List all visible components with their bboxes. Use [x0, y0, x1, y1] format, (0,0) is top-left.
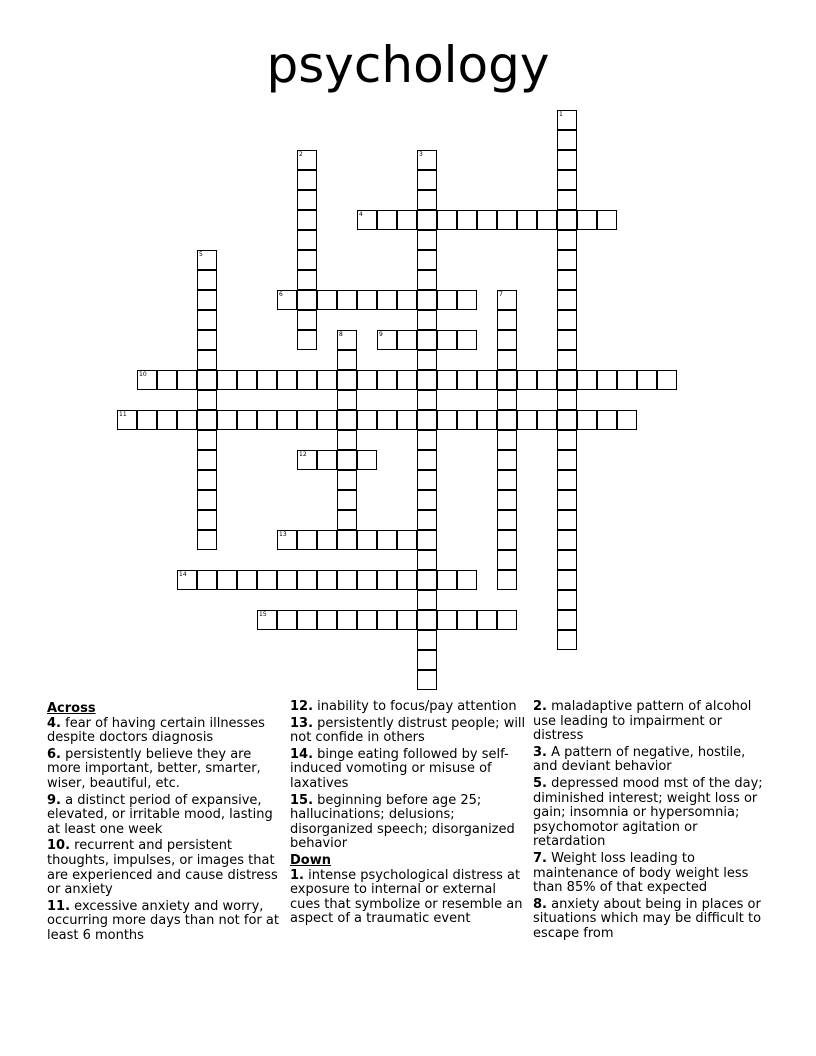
grid-cell[interactable] — [237, 370, 257, 390]
down-clue-1 — [290, 869, 526, 927]
grid-cell[interactable] — [417, 190, 437, 210]
grid-cell[interactable] — [437, 610, 457, 630]
grid-cell[interactable] — [557, 510, 577, 530]
grid-cell[interactable] — [377, 410, 397, 430]
grid-cell[interactable] — [417, 550, 437, 570]
grid-cell[interactable] — [397, 330, 417, 350]
clue-text: a distinct period of expansive, elevated, or irritable mood, lasting at least one week — [47, 792, 273, 837]
grid-cell[interactable] — [417, 230, 437, 250]
grid-cell[interactable] — [417, 290, 437, 310]
grid-cell[interactable] — [317, 530, 337, 550]
grid-cell[interactable] — [557, 230, 577, 250]
grid-cell[interactable] — [497, 550, 517, 570]
grid-cell[interactable] — [417, 310, 437, 330]
grid-cell[interactable] — [457, 330, 477, 350]
grid-cell[interactable] — [177, 370, 197, 390]
grid-cell[interactable] — [557, 370, 577, 390]
across-clue-11 — [47, 900, 283, 944]
across-clue-10 — [47, 839, 283, 897]
grid-cell[interactable] — [457, 370, 477, 390]
grid-cell[interactable] — [657, 370, 677, 390]
clue-text: persistently believe they are more important, better, smarter, wiser, beautiful, etc. — [47, 746, 261, 791]
grid-cell[interactable] — [497, 530, 517, 550]
grid-cell[interactable] — [477, 410, 497, 430]
grid-cell[interactable] — [297, 450, 317, 470]
clue-number-label: 13 — [279, 531, 287, 538]
grid-cell[interactable] — [317, 290, 337, 310]
grid-cell[interactable] — [577, 370, 597, 390]
grid-cell[interactable] — [597, 210, 617, 230]
grid-cell[interactable] — [197, 490, 217, 510]
grid-cell[interactable] — [497, 390, 517, 410]
grid-cell[interactable] — [357, 610, 377, 630]
grid-cell[interactable] — [477, 610, 497, 630]
clues-column-2 — [290, 700, 526, 929]
grid-cell[interactable] — [617, 410, 637, 430]
grid-cell[interactable] — [337, 350, 357, 370]
clue-text: binge eating followed by self-induced vomoting or misuse of laxatives — [290, 746, 509, 791]
clue-number-label: 4 — [359, 211, 363, 218]
grid-cell[interactable] — [297, 330, 317, 350]
clue-number: 1. — [290, 867, 304, 883]
grid-cell[interactable] — [437, 290, 457, 310]
grid-cell[interactable] — [337, 450, 357, 470]
grid-cell[interactable] — [557, 470, 577, 490]
grid-cell[interactable] — [417, 490, 437, 510]
grid-cell[interactable] — [197, 250, 217, 270]
down-clue-8 — [533, 898, 769, 942]
grid-cell[interactable] — [557, 390, 577, 410]
grid-cell[interactable] — [357, 450, 377, 470]
grid-cell[interactable] — [437, 570, 457, 590]
grid-cell[interactable] — [417, 530, 437, 550]
grid-cell[interactable] — [297, 410, 317, 430]
grid-cell[interactable] — [497, 310, 517, 330]
grid-cell[interactable] — [197, 470, 217, 490]
across-clue-13 — [290, 717, 526, 746]
grid-cell[interactable] — [377, 370, 397, 390]
grid-cell[interactable] — [417, 270, 437, 290]
across-heading: Across — [47, 701, 96, 716]
grid-cell[interactable] — [517, 410, 537, 430]
grid-cell[interactable] — [377, 330, 397, 350]
grid-cell[interactable] — [297, 170, 317, 190]
clue-text: fear of having certain illnesses despite doctors diagnosis — [47, 715, 265, 746]
grid-cell[interactable] — [257, 610, 277, 630]
grid-cell[interactable] — [417, 610, 437, 630]
clue-number: 15. — [290, 792, 314, 808]
grid-cell[interactable] — [197, 270, 217, 290]
grid-cell[interactable] — [397, 210, 417, 230]
grid-cell[interactable] — [117, 410, 137, 430]
across-clue-9 — [47, 794, 283, 838]
grid-cell[interactable] — [337, 570, 357, 590]
grid-cell[interactable] — [417, 630, 437, 650]
grid-cell[interactable] — [497, 370, 517, 390]
grid-cell[interactable] — [237, 570, 257, 590]
grid-cell[interactable] — [357, 290, 377, 310]
grid-cell[interactable] — [357, 410, 377, 430]
clues-column-3 — [533, 700, 769, 944]
grid-cell[interactable] — [497, 510, 517, 530]
grid-cell[interactable] — [437, 210, 457, 230]
grid-cell[interactable] — [197, 510, 217, 530]
grid-cell[interactable] — [437, 410, 457, 430]
clue-text: inability to focus/pay attention — [317, 699, 517, 714]
grid-cell[interactable] — [197, 410, 217, 430]
clue-number: 4. — [47, 715, 61, 731]
grid-cell[interactable] — [497, 470, 517, 490]
grid-cell[interactable] — [557, 170, 577, 190]
grid-cell[interactable] — [557, 430, 577, 450]
clue-number-label: 1 — [559, 111, 563, 118]
grid-cell[interactable] — [417, 670, 437, 690]
clue-number-label: 11 — [119, 411, 127, 418]
grid-cell[interactable] — [497, 290, 517, 310]
grid-cell[interactable] — [397, 610, 417, 630]
grid-cell[interactable] — [177, 570, 197, 590]
clue-number-label: 12 — [299, 451, 307, 458]
across-clue-15 — [290, 794, 526, 852]
grid-cell[interactable] — [557, 550, 577, 570]
grid-cell[interactable] — [257, 370, 277, 390]
grid-cell[interactable] — [317, 610, 337, 630]
clue-number: 9. — [47, 792, 61, 808]
grid-cell[interactable] — [557, 190, 577, 210]
grid-cell[interactable] — [397, 370, 417, 390]
grid-cell[interactable] — [417, 570, 437, 590]
grid-cell[interactable] — [497, 410, 517, 430]
grid-cell[interactable] — [137, 410, 157, 430]
grid-cell[interactable] — [457, 290, 477, 310]
grid-cell[interactable] — [637, 370, 657, 390]
clue-number-label: 10 — [139, 371, 147, 378]
grid-cell[interactable] — [417, 590, 437, 610]
grid-cell[interactable] — [277, 370, 297, 390]
grid-cell[interactable] — [417, 250, 437, 270]
grid-cell[interactable] — [417, 430, 437, 450]
clue-number-label: 2 — [299, 151, 303, 158]
puzzle-title: psychology — [266, 36, 550, 94]
grid-cell[interactable] — [417, 170, 437, 190]
grid-cell[interactable] — [317, 570, 337, 590]
grid-cell[interactable] — [497, 610, 517, 630]
grid-cell[interactable] — [537, 210, 557, 230]
grid-cell[interactable] — [297, 610, 317, 630]
grid-cell[interactable] — [557, 290, 577, 310]
grid-cell[interactable] — [477, 370, 497, 390]
grid-cell[interactable] — [417, 450, 437, 470]
grid-cell[interactable] — [297, 250, 317, 270]
clue-text: depressed mood mst of the day; diminished interest; weight loss or gain; insomnia or hypersomnia; psychomotor agitation or retardation — [533, 775, 763, 850]
clue-text: beginning before age 25; hallucinations; delusions; disorganized speech; disorganized behavior — [290, 792, 515, 852]
grid-cell[interactable] — [557, 610, 577, 630]
grid-cell[interactable] — [317, 410, 337, 430]
grid-cell[interactable] — [157, 370, 177, 390]
grid-cell[interactable] — [437, 330, 457, 350]
grid-cell[interactable] — [297, 270, 317, 290]
grid-cell[interactable] — [297, 230, 317, 250]
clue-text: anxiety about being in places or situations which may be difficult to escape from — [533, 896, 762, 941]
down-clue-5 — [533, 777, 769, 850]
clue-number: 5. — [533, 775, 547, 791]
grid-cell[interactable] — [317, 370, 337, 390]
grid-cell[interactable] — [417, 390, 437, 410]
clue-number: 8. — [533, 896, 547, 912]
across-clue-4 — [47, 717, 283, 746]
grid-cell[interactable] — [337, 410, 357, 430]
grid-cell[interactable] — [297, 530, 317, 550]
grid-cell[interactable] — [337, 510, 357, 530]
grid-cell[interactable] — [197, 350, 217, 370]
grid-cell[interactable] — [497, 210, 517, 230]
grid-cell[interactable] — [417, 470, 437, 490]
clues-column-1 — [47, 700, 283, 946]
grid-cell[interactable] — [297, 570, 317, 590]
grid-cell[interactable] — [337, 490, 357, 510]
grid-cell[interactable] — [617, 370, 637, 390]
grid-cell[interactable] — [577, 410, 597, 430]
grid-cell[interactable] — [557, 590, 577, 610]
clue-number: 7. — [533, 850, 547, 866]
grid-cell[interactable] — [557, 530, 577, 550]
grid-cell[interactable] — [397, 290, 417, 310]
grid-cell[interactable] — [497, 570, 517, 590]
down-clue-3 — [533, 746, 769, 775]
grid-cell[interactable] — [377, 610, 397, 630]
grid-cell[interactable] — [257, 570, 277, 590]
clue-number-label: 8 — [339, 331, 343, 338]
grid-cell[interactable] — [197, 530, 217, 550]
grid-cell[interactable] — [497, 350, 517, 370]
grid-cell[interactable] — [197, 330, 217, 350]
grid-cell[interactable] — [537, 410, 557, 430]
grid-cell[interactable] — [217, 570, 237, 590]
grid-cell[interactable] — [497, 430, 517, 450]
grid-cell[interactable] — [217, 370, 237, 390]
grid-cell[interactable] — [377, 530, 397, 550]
grid-cell[interactable] — [457, 570, 477, 590]
grid-cell[interactable] — [557, 490, 577, 510]
grid-cell[interactable] — [557, 210, 577, 230]
grid-cell[interactable] — [397, 530, 417, 550]
grid-cell[interactable] — [357, 530, 377, 550]
grid-cell[interactable] — [397, 570, 417, 590]
grid-cell[interactable] — [377, 570, 397, 590]
grid-cell[interactable] — [177, 410, 197, 430]
grid-cell[interactable] — [437, 370, 457, 390]
grid-cell[interactable] — [337, 470, 357, 490]
clue-number-label: 3 — [419, 151, 423, 158]
across-clue-14 — [290, 748, 526, 792]
grid-cell[interactable] — [597, 370, 617, 390]
grid-cell[interactable] — [497, 490, 517, 510]
grid-cell[interactable] — [557, 330, 577, 350]
clue-number: 12. — [290, 699, 314, 714]
grid-cell[interactable] — [557, 110, 577, 130]
grid-cell[interactable] — [197, 570, 217, 590]
grid-cell[interactable] — [157, 410, 177, 430]
grid-cell[interactable] — [297, 290, 317, 310]
grid-cell[interactable] — [297, 310, 317, 330]
grid-cell[interactable] — [137, 370, 157, 390]
grid-cell[interactable] — [197, 450, 217, 470]
grid-cell[interactable] — [417, 370, 437, 390]
clue-number: 14. — [290, 746, 314, 762]
grid-cell[interactable] — [377, 290, 397, 310]
grid-cell[interactable] — [337, 390, 357, 410]
grid-cell[interactable] — [457, 610, 477, 630]
clue-text: persistently distrust people; will not confide in others — [290, 715, 526, 746]
grid-cell[interactable] — [537, 370, 557, 390]
grid-cell[interactable] — [197, 430, 217, 450]
clue-number: 2. — [533, 699, 547, 714]
grid-cell[interactable] — [277, 530, 297, 550]
grid-cell[interactable] — [597, 410, 617, 430]
grid-cell[interactable] — [557, 310, 577, 330]
across-clue-12 — [290, 700, 526, 715]
clue-number-label: 14 — [179, 571, 187, 578]
grid-cell[interactable] — [337, 290, 357, 310]
clue-text: A pattern of negative, hostile, and deviant behavior — [533, 744, 746, 775]
grid-cell[interactable] — [517, 370, 537, 390]
grid-cell[interactable] — [277, 410, 297, 430]
grid-cell[interactable] — [337, 530, 357, 550]
clue-text: excessive anxiety and worry, occurring more days than not for at least 6 months — [47, 898, 279, 943]
grid-cell[interactable] — [417, 210, 437, 230]
grid-cell[interactable] — [237, 410, 257, 430]
grid-cell[interactable] — [197, 290, 217, 310]
grid-cell[interactable] — [517, 210, 537, 230]
grid-cell[interactable] — [197, 390, 217, 410]
grid-cell[interactable] — [297, 370, 317, 390]
grid-cell[interactable] — [457, 210, 477, 230]
clue-text: intense psychological distress at exposure to internal or external cues that symbolize or resemble an aspect of a traumatic event — [290, 867, 523, 927]
grid-cell[interactable] — [497, 330, 517, 350]
down-heading: Down — [290, 852, 331, 868]
clue-number: 3. — [533, 744, 547, 760]
grid-cell[interactable] — [497, 450, 517, 470]
clue-text: recurrent and persistent thoughts, impulses, or images that are experienced and cause distress or anxiety — [47, 838, 278, 898]
grid-cell[interactable] — [357, 370, 377, 390]
grid-cell[interactable] — [457, 410, 477, 430]
grid-cell[interactable] — [357, 210, 377, 230]
grid-cell[interactable] — [557, 270, 577, 290]
grid-cell[interactable] — [217, 410, 237, 430]
grid-cell[interactable] — [557, 350, 577, 370]
grid-cell[interactable] — [477, 210, 497, 230]
across-clue-6 — [47, 748, 283, 792]
grid-cell[interactable] — [397, 410, 417, 430]
clue-number: 10. — [47, 838, 71, 854]
grid-cell[interactable] — [297, 150, 317, 170]
grid-cell[interactable] — [417, 330, 437, 350]
grid-cell[interactable] — [377, 210, 397, 230]
grid-cell[interactable] — [417, 650, 437, 670]
grid-cell[interactable] — [257, 410, 277, 430]
clue-number: 6. — [47, 746, 61, 762]
grid-cell[interactable] — [417, 350, 437, 370]
down-clue-7 — [533, 852, 769, 896]
grid-cell[interactable] — [557, 150, 577, 170]
grid-cell[interactable] — [317, 450, 337, 470]
grid-cell[interactable] — [577, 210, 597, 230]
grid-cell[interactable] — [557, 630, 577, 650]
grid-cell[interactable] — [337, 610, 357, 630]
grid-cell[interactable] — [557, 570, 577, 590]
clue-number-label: 15 — [259, 611, 267, 618]
grid-cell[interactable] — [337, 370, 357, 390]
grid-cell[interactable] — [277, 610, 297, 630]
grid-cell[interactable] — [557, 130, 577, 150]
clue-text: maladaptive pattern of alcohol use leading to impairment or distress — [533, 699, 752, 744]
grid-cell[interactable] — [357, 570, 377, 590]
clue-number: 11. — [47, 898, 71, 914]
clue-number: 13. — [290, 715, 314, 731]
clue-number-label: 5 — [199, 251, 203, 258]
grid-cell[interactable] — [337, 430, 357, 450]
grid-cell[interactable] — [557, 450, 577, 470]
grid-cell[interactable] — [557, 250, 577, 270]
down-clue-2 — [533, 700, 769, 744]
grid-cell[interactable] — [277, 290, 297, 310]
grid-cell[interactable] — [297, 210, 317, 230]
grid-cell[interactable] — [277, 570, 297, 590]
grid-cell[interactable] — [297, 190, 317, 210]
grid-cell[interactable] — [417, 150, 437, 170]
grid-cell[interactable] — [557, 410, 577, 430]
grid-cell[interactable] — [197, 310, 217, 330]
clue-number-label: 6 — [279, 291, 283, 298]
grid-cell[interactable] — [417, 410, 437, 430]
clue-number-label: 7 — [499, 291, 503, 298]
grid-cell[interactable] — [197, 370, 217, 390]
clue-number-label: 9 — [379, 331, 383, 338]
grid-cell[interactable] — [417, 510, 437, 530]
clue-text: Weight loss leading to maintenance of body weight less than 85% of that expected — [533, 850, 749, 896]
grid-cell[interactable] — [337, 330, 357, 350]
